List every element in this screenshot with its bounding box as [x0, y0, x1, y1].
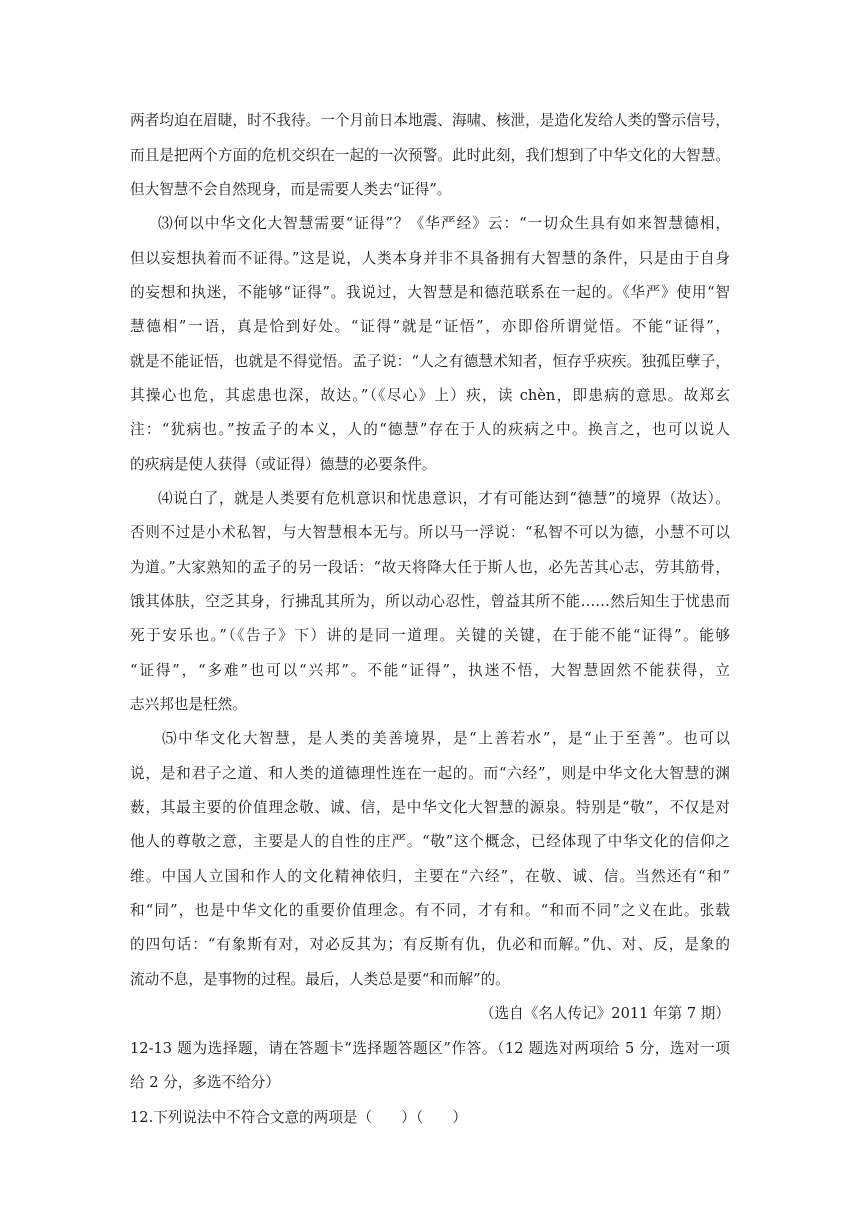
question-instructions: 给 2 分，多选不给分）: [130, 1074, 280, 1091]
paragraph-line: 但大智慧不会自然现身，而是需要人类去“证得”。: [130, 181, 452, 198]
paragraph-line: 维。中国人立国和作人的文化精神依归，主要在“六经”，在敬、诚、信。当然还有“和”: [130, 868, 730, 885]
paragraph-line: 的妄想和执迷，不能够“证得”。我说过，大智慧是和德范联系在一起的。《华严》使用“智: [130, 284, 730, 301]
paragraph-line: 的疢病是使人获得（或证得）德慧的必要条件。: [130, 456, 437, 473]
question-instructions: 12-13 题为选择题，请在答题卡“选择题答题区”作答。（12 题选对两项给 5 分，选对一项: [130, 1040, 730, 1057]
paragraph-line: ⑸中华文化大智慧，是人类的美善境界，是“上善若水”，是“止于至善”。也可以: [162, 730, 730, 747]
paragraph-line: 两者均迫在眉睫，时不我待。一个月前日本地震、海啸、核泄，是造化发给人类的警示信号，: [130, 112, 730, 129]
paragraph-line: 慧德相”一语，真是恰到好处。“证得”就是“证悟”，亦即俗所谓觉悟。不能“证得”，: [130, 318, 730, 335]
paragraph-line: 和“同”，也是中华文化的重要价值理念。有不同，才有和。“和而不同”之义在此。张载: [130, 902, 730, 919]
paragraph-line: 就是不能证悟，也就是不得觉悟。孟子说：“人之有德慧术知者，恒存乎疢疾。独孤臣孽子，: [130, 353, 730, 370]
paragraph-line: 而且是把两个方面的危机交织在一起的一次预警。此时此刻，我们想到了中华文化的大智慧。: [130, 147, 730, 164]
paragraph-line: 志兴邦也是枉然。: [130, 696, 247, 713]
paragraph-line: 注：“犹病也。”按孟子的本义，人的“德慧”存在于人的疢病之中。换言之，也可以说人: [130, 421, 730, 438]
paragraph-line: 其操心也危，其虑患也深，故达。”（《尽心》上）疢，读 chèn，即患病的意思。故郑玄: [130, 387, 730, 404]
paragraph-line: 的四句话：“有象斯有对，对必反其为；有反斯有仇，仇必和而解。”仇、对、反，是象的: [130, 936, 730, 953]
paragraph-line: 说，是和君子之道、和人类的道德理性连在一起的。而“六经”，则是中华文化大智慧的渊: [130, 765, 730, 782]
question-12: 12.下列说法中不符合文意的两项是（ ）（ ）: [130, 1109, 467, 1126]
paragraph-line: 流动不息，是事物的过程。最后，人类总是要“和而解”的。: [130, 971, 510, 988]
paragraph-line: 薮，其最主要的价值理念敬、诚、信，是中华文化大智慧的源泉。特别是“敬”，不仅是对: [130, 799, 730, 816]
paragraph-line: 死于安乐也。”（《告子》下）讲的是同一道理。关键的关键，在于能不能“证得”。能够: [130, 627, 730, 644]
paragraph-line: 但以妄想执着而不证得。”这是说，人类本身并非不具备拥有大智慧的条件，只是由于自身: [130, 250, 730, 267]
paragraph-line: ⑷说白了，就是人类要有危机意识和忧患意识，才有可能达到“德慧”的境界（故达）。: [158, 490, 730, 507]
paragraph-line: “证得”，“多难”也可以“兴邦”。不能“证得”，执迷不悟，大智慧固然不能获得，立: [130, 662, 730, 679]
paragraph-line: 否则不过是小术私智，与大智慧根本无与。所以马一浮说：“私智不可以为德，小慧不可以: [130, 524, 730, 541]
paragraph-line: ⑶何以中华文化大智慧需要“证得”？《华严经》云：“一切众生具有如来智慧德相，: [158, 215, 730, 232]
paragraph-line: 饿其体肤，空乏其身，行拂乱其所为，所以动心忍性，曾益其所不能……然后知生于忧患而: [130, 593, 730, 610]
paragraph-line: 他人的尊敬之意，主要是人的自性的庄严。“敬”这个概念，已经体现了中华文化的信仰之: [130, 833, 730, 850]
paragraph-line: 为道。”大家熟知的孟子的另一段话：“故天将降大任于斯人也，必先苦其心志，劳其筋骨，: [130, 559, 730, 576]
source-citation: （选自《名人传记》2011 年第 7 期）: [479, 1005, 730, 1022]
